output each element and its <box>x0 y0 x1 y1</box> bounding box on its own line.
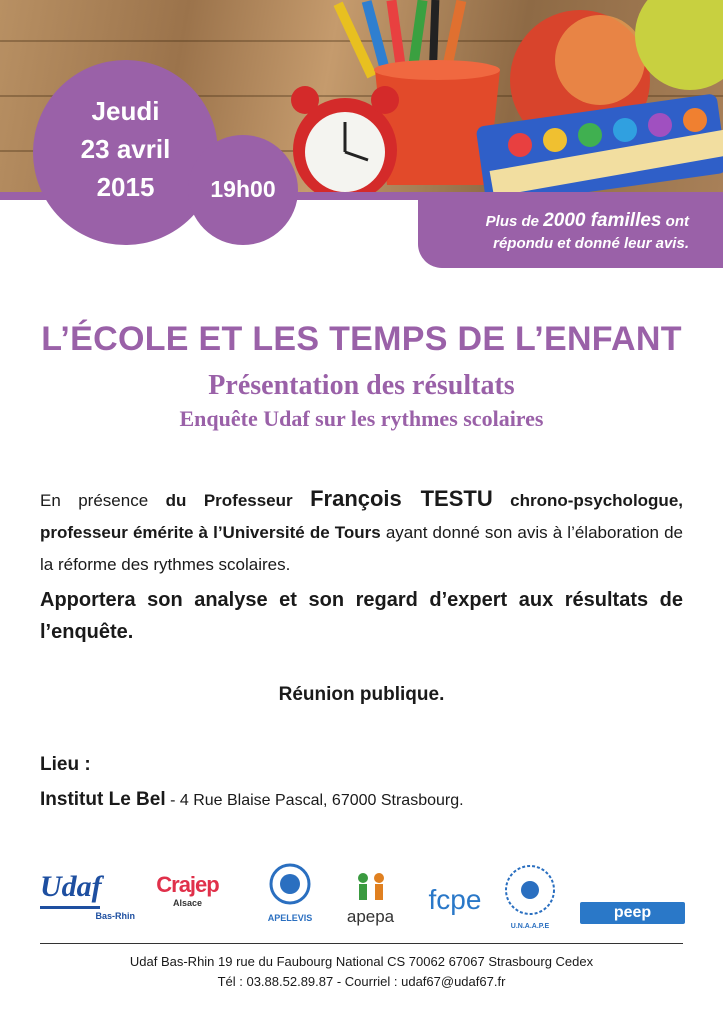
venue-address: - 4 Rue Blaise Pascal, 67000 Strasbourg. <box>165 792 464 809</box>
peep-logo <box>580 902 685 924</box>
date-year: 2015 <box>96 172 155 202</box>
footer-contact: Tél : 03.88.52.89.87 - Courriel : udaf67@udaf67.fr <box>217 974 506 989</box>
venue-name: Institut Le Bel <box>40 789 166 810</box>
peep-logo-text: peep <box>613 904 652 921</box>
analysis-paragraph: Apportera son analyse et son regard d’expert aux résultats de l’enquête. <box>40 589 683 643</box>
family-icon <box>351 870 391 902</box>
main-title: L’ÉCOLE ET LES TEMPS DE L’ENFANT <box>41 320 682 358</box>
udaf-logo-sub: Bas-Rhin <box>95 911 135 921</box>
date-date: 23 avril <box>80 134 171 164</box>
time-badge <box>188 135 298 245</box>
partner-logos <box>30 860 700 935</box>
callout-text: Plus de <box>485 213 544 230</box>
speaker-paragraph <box>40 483 683 581</box>
apelevis-logo <box>255 860 325 930</box>
p1-title: du Professeur <box>165 491 311 510</box>
callout-line2: répondu et donné leur avis. <box>493 235 689 252</box>
speaker-role: chrono-psychologue, professeur émérite à l’Université de Tours <box>40 491 683 542</box>
header-banner <box>0 0 723 270</box>
venue-label: Lieu : <box>40 754 91 775</box>
unaape-emblem-icon <box>502 862 558 918</box>
p1-intro: En présence <box>40 491 166 510</box>
udaf-logo <box>40 870 135 930</box>
fcpe-logo-text: fcpe <box>428 884 482 915</box>
speaker-name: François TESTU <box>310 486 493 511</box>
event-time: 19h00 <box>210 176 276 202</box>
survey-subtitle: Enquête Udaf sur les rythmes scolaires <box>179 406 544 431</box>
p1-rest: ayant donné son avis à l’élaboration de la réforme des rythmes scolaires. <box>40 523 683 574</box>
crajep-logo <box>150 872 225 930</box>
globe-icon <box>265 860 315 908</box>
unaape-logo <box>500 862 560 930</box>
callout-number: 2000 familles <box>543 210 662 231</box>
date-day: Jeudi <box>91 96 160 126</box>
crajep-logo-sub: Alsace <box>172 898 203 908</box>
families-callout <box>418 196 723 268</box>
udaf-logo-text: Udaf <box>40 870 102 903</box>
crajep-logo-text: Crajep <box>156 872 219 897</box>
callout-text-2: ont <box>661 213 689 230</box>
apepa-logo <box>338 870 403 930</box>
apepa-logo-text: apepa <box>346 907 395 926</box>
subtitle: Présentation des résultats <box>208 370 515 401</box>
unaape-logo-text: U.N.A.A.P.E <box>510 923 550 930</box>
footer-address: Udaf Bas-Rhin 19 rue du Faubourg National CS 70062 67067 Strasbourg Cedex <box>129 954 594 969</box>
fcpe-logo <box>415 870 495 930</box>
public-meeting-label: Réunion publique. <box>278 684 445 705</box>
apelevis-logo-text: APELEVIS <box>267 913 313 923</box>
venue <box>40 789 464 811</box>
date-badge <box>33 60 218 245</box>
footer-divider <box>40 943 683 944</box>
